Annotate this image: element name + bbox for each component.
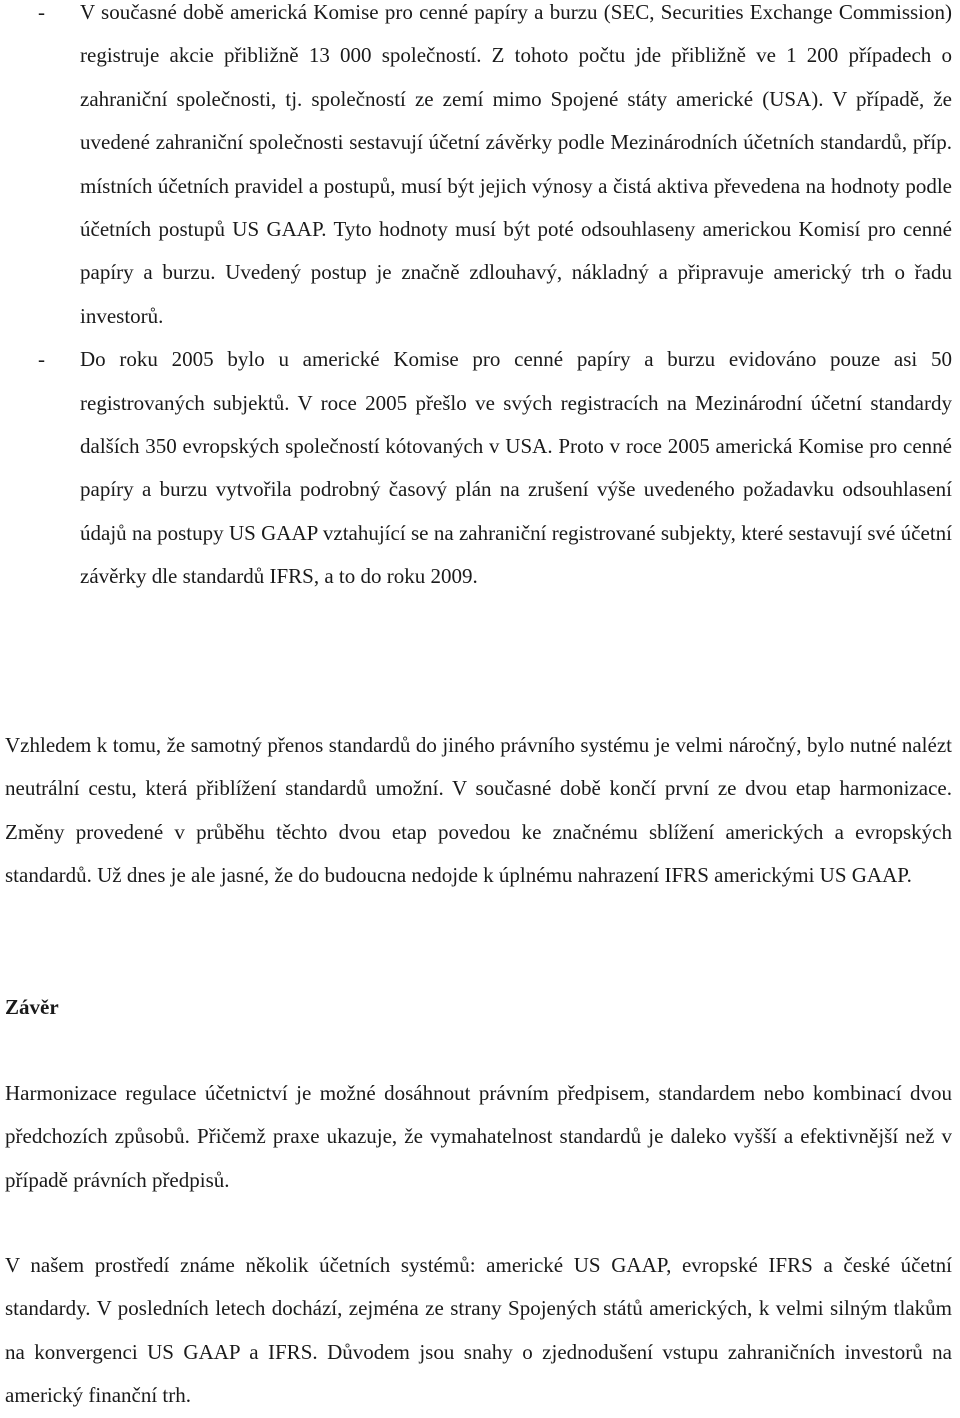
conclusion-paragraph-2: V našem prostředí známe několik účetních systémů: americké US GAAP, evropské IFRS a české účetní standardy. V posledních letech dochází, zejména ze strany Spojených států amerických, k velmi silným tlakům na konvergenci US GAAP a IFRS. Důvodem jsou snahy o zjednodušení vstupu zahraničních investorů na americký finanční trh. (5, 1253, 952, 1408)
bullet-marker: - (38, 0, 45, 24)
conclusion-heading: Závěr (5, 995, 59, 1019)
bullet-marker: - (38, 347, 45, 372)
harmonization-paragraph: Vzhledem k tomu, že samotný přenos standardů do jiného právního systému je velmi náročný, bylo nutné nalézt neutrální cestu, která přiblížení standardů umožní. V současné době končí první ze dvou etap harmonizace. Změny provedené v průběhu těchto dvou etap povedou ke značnému sblížení amerických a evropských standardů. Už dnes je ale jasné, že do budoucna nedojde k úplnému nahrazení IFRS americkými US GAAP. (5, 733, 952, 888)
bullet-text: V současné době americká Komise pro cenné papíry a burzu (SEC, Securities Exchange Commission) registruje akcie přibližně 13 000 společností. Z tohoto počtu jde přibližně ve 1 200 případech o zahraniční společnosti, tj. společností ze zemí mimo Spojené státy americké (USA). V případě, že uvedené zahraniční společnosti sestavují účetní závěrky podle Mezinárodních účetních standardů, příp. místních účetních pravidel a postupů, musí být jejich výnosy a čistá aktiva převedena na hodnoty podle účetních postupů US GAAP. Tyto hodnoty musí být poté odsouhlaseny americkou Komisí pro cenné papíry a burzu. Uvedený postup je značně zdlouhavý, nákladný a připravuje americký trh o řadu investorů. (80, 0, 952, 328)
list-item (0, 0, 960, 338)
bullet-text: Do roku 2005 bylo u americké Komise pro cenné papíry a burzu evidováno pouze asi 50 registrovaných subjektů. V roce 2005 přešlo ve svých registracích na Mezinárodní účetní standardy dalších 350 evropských společností kótovaných v USA. Proto v roce 2005 americká Komise pro cenné papíry a burzu vytvořila podrobný časový plán na zrušení výše uvedeného požadavku odsouhlasení údajů na postupy US GAAP vztahující se na zahraniční registrované subjekty, které sestavují své účetní závěrky dle standardů IFRS, a to do roku 2009. (80, 347, 952, 589)
bullet-list (0, 0, 960, 599)
conclusion-paragraph-1: Harmonizace regulace účetnictví je možné dosáhnout právním předpisem, standardem nebo kombinací dvou předchozích způsobů. Přičemž praxe ukazuje, že vymahatelnost standardů je daleko vyšší a efektivnější než v případě právních předpisů. (5, 1081, 952, 1192)
list-item (0, 338, 960, 598)
